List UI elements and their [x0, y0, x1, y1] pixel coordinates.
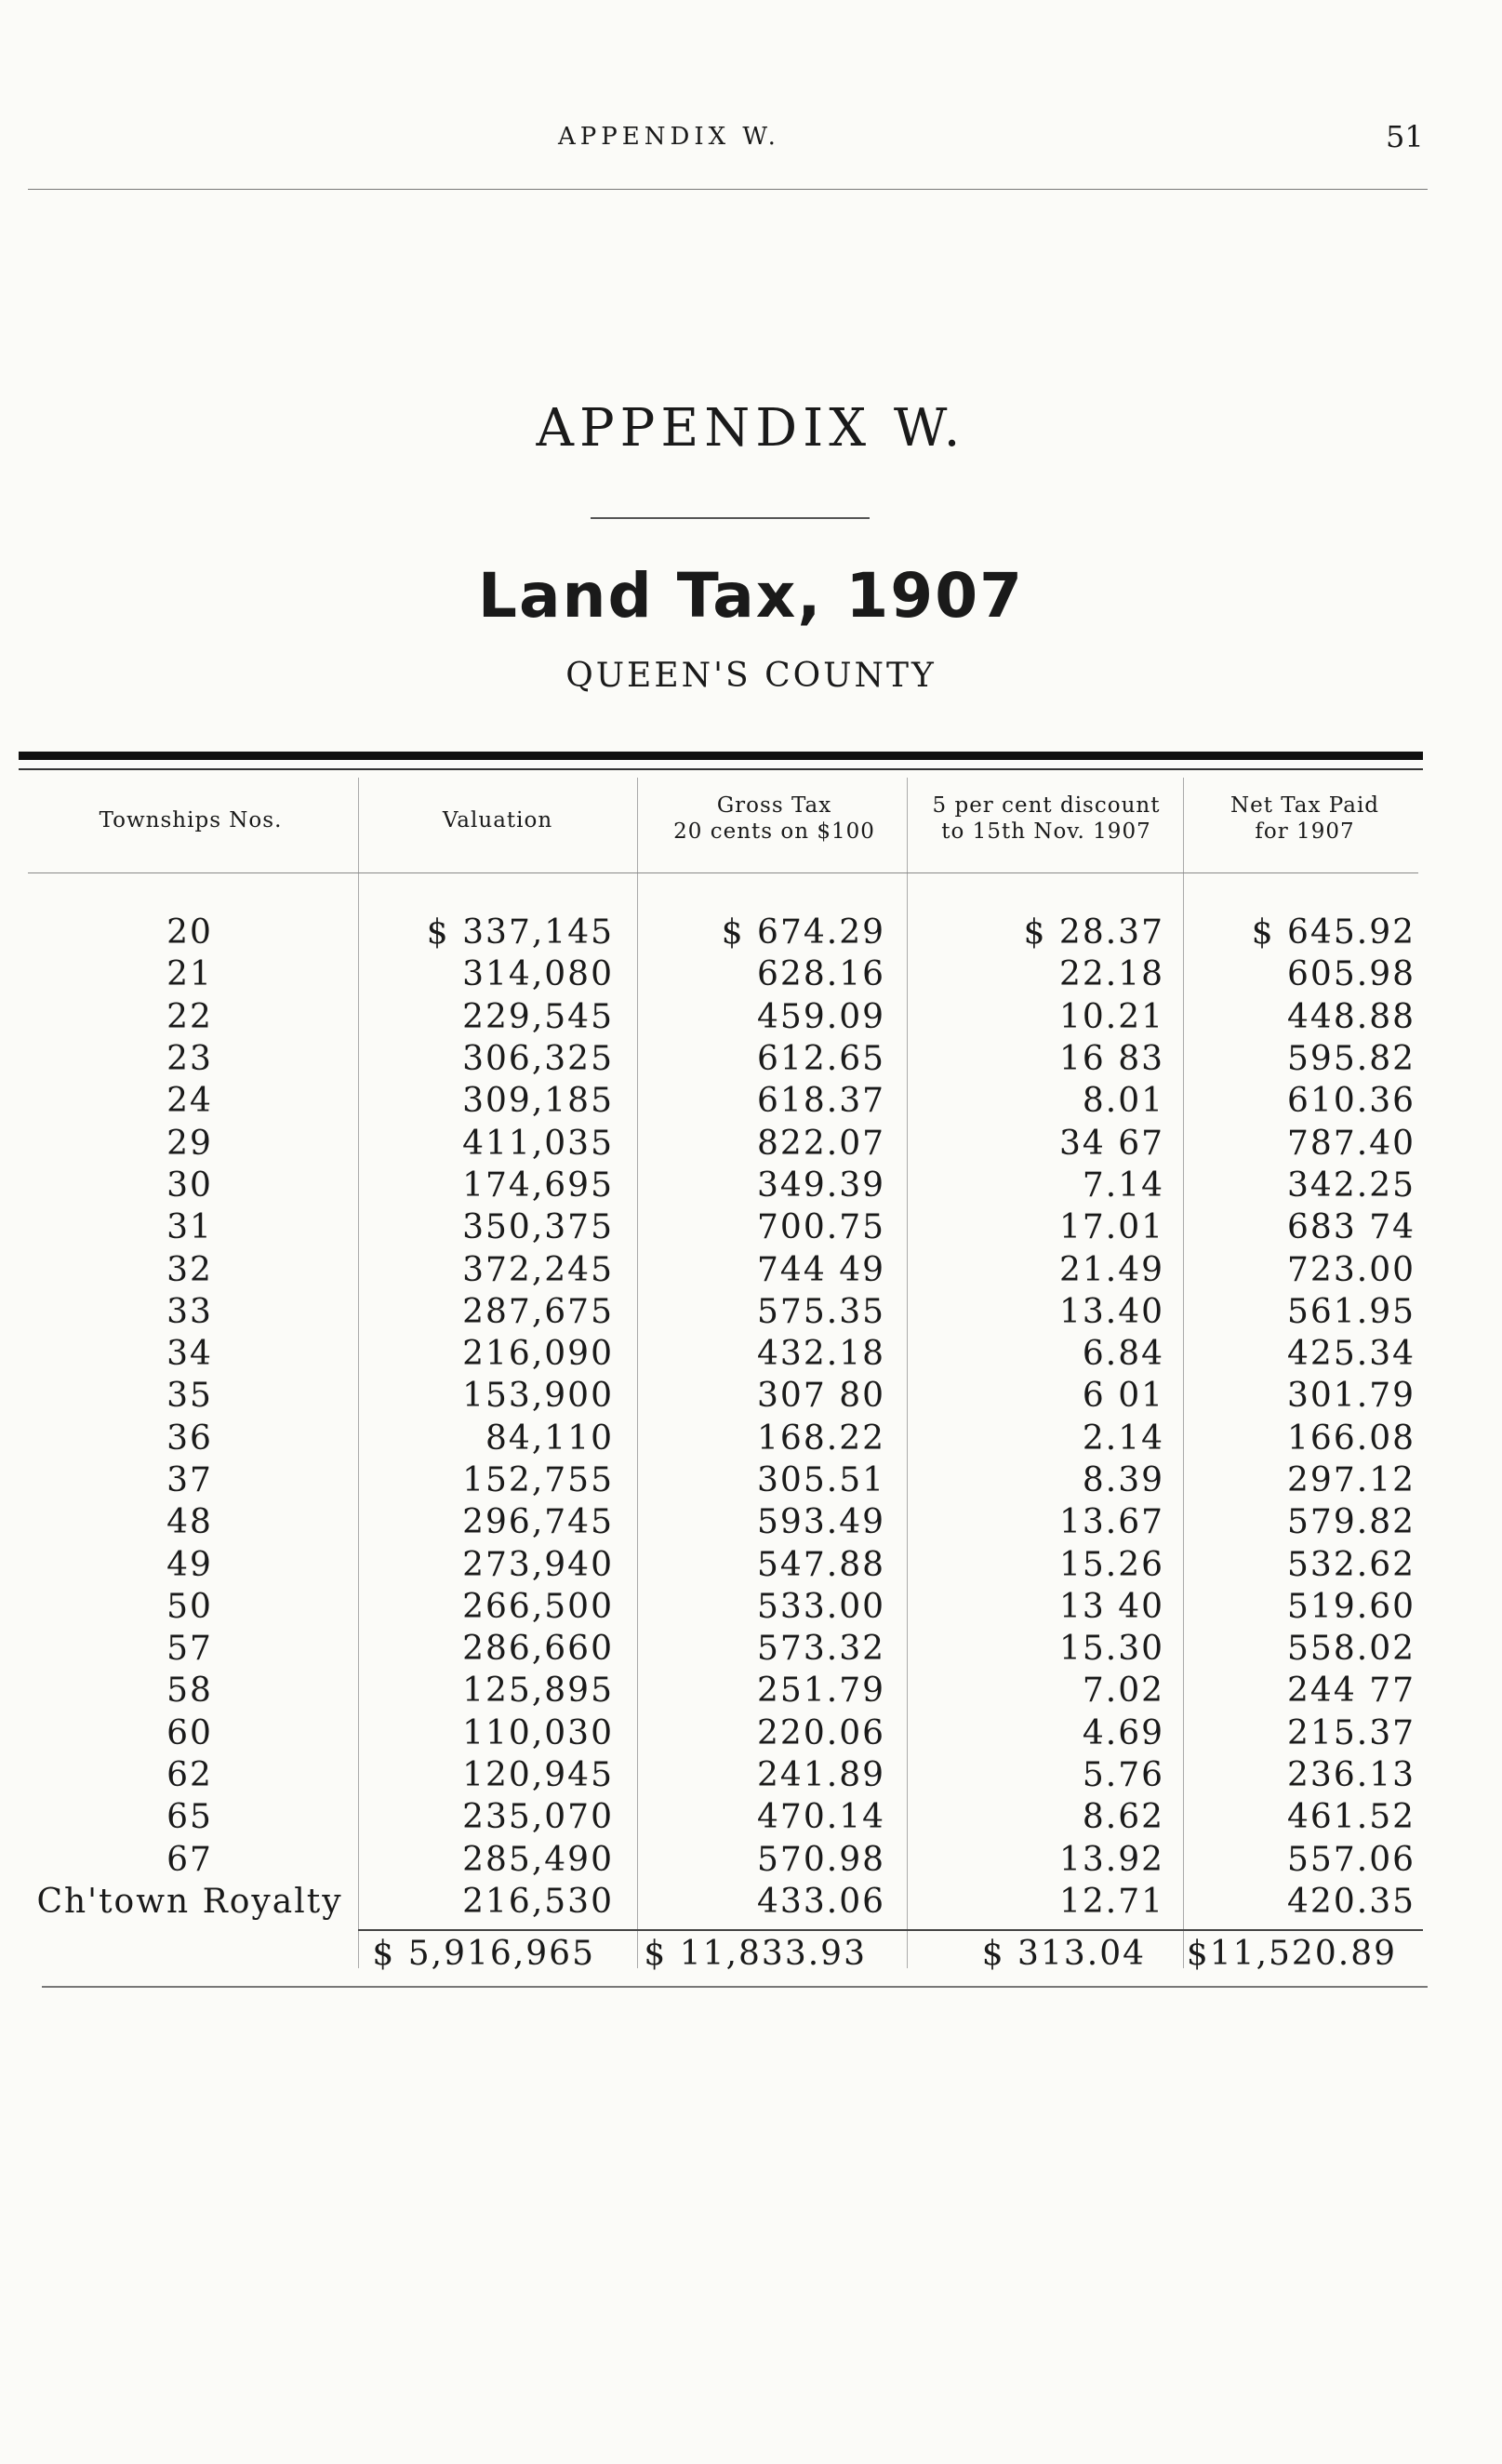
table-row — [19, 1248, 1416, 1290]
appendix-title: APPENDIX W. — [536, 398, 966, 459]
valuation-cell: 411,035 — [462, 1124, 614, 1163]
gross-tax-cell: 612.65 — [757, 1040, 885, 1079]
header-rule — [28, 189, 1428, 190]
table-row — [19, 1796, 1416, 1838]
table-row — [19, 1543, 1416, 1585]
table-row — [19, 1418, 1416, 1459]
gross-tax-cell: 307 80 — [757, 1377, 885, 1416]
gross-tax-cell: 241.89 — [757, 1756, 885, 1795]
valuation-cell: 216,530 — [462, 1882, 614, 1921]
table-row — [19, 953, 1416, 995]
column-header-net-tax: Net Tax Paid for 1907 — [1230, 793, 1380, 844]
discount-cell: 10.21 — [1058, 997, 1164, 1036]
gross-tax-cell: 822.07 — [757, 1124, 885, 1163]
gross-tax-cell: 305.51 — [757, 1461, 885, 1499]
net-tax-cell: 166.08 — [1287, 1418, 1416, 1458]
discount-cell: 7.02 — [1082, 1672, 1164, 1711]
footer-rule — [42, 1986, 1428, 1988]
discount-cell: 13.67 — [1058, 1503, 1164, 1542]
county-heading: QUEEN'S COUNTY — [565, 657, 937, 695]
table-top-thick-rule — [19, 752, 1423, 760]
table-row — [19, 1038, 1416, 1080]
valuation-cell: 296,745 — [462, 1503, 614, 1542]
total-net-tax: $11,520.89 — [1186, 1935, 1397, 1973]
table-row — [19, 1839, 1416, 1881]
table-row — [19, 1712, 1416, 1754]
township-cell: 20 — [166, 913, 213, 952]
net-tax-cell: 723.00 — [1287, 1250, 1416, 1289]
discount-cell: 15.26 — [1058, 1545, 1164, 1584]
discount-cell: 13 40 — [1058, 1587, 1164, 1626]
discount-cell: 2.14 — [1082, 1418, 1164, 1458]
township-cell: 29 — [166, 1124, 213, 1163]
valuation-cell: 125,895 — [462, 1672, 614, 1711]
valuation-cell: 309,185 — [462, 1082, 614, 1121]
net-tax-cell: 557.06 — [1287, 1840, 1416, 1879]
township-cell: 23 — [166, 1040, 213, 1079]
discount-cell: 7.14 — [1082, 1165, 1164, 1205]
net-tax-cell: 244 77 — [1287, 1672, 1416, 1711]
township-cell: 21 — [166, 955, 213, 994]
discount-cell: 6 01 — [1082, 1377, 1164, 1416]
net-tax-cell: 420.35 — [1287, 1882, 1416, 1921]
net-tax-cell: 787.40 — [1287, 1124, 1416, 1163]
net-tax-cell: $ 645.92 — [1251, 913, 1416, 952]
table-row — [19, 1670, 1416, 1711]
net-tax-cell: 579.82 — [1287, 1503, 1416, 1542]
table-row — [19, 1501, 1416, 1543]
totals-rule — [358, 1929, 1423, 1931]
township-cell: 67 — [166, 1840, 213, 1879]
township-cell: 30 — [166, 1165, 213, 1205]
township-cell: 58 — [166, 1672, 213, 1711]
valuation-cell: 174,695 — [462, 1165, 614, 1205]
table-row — [19, 1459, 1416, 1501]
discount-cell: 8.01 — [1082, 1082, 1164, 1121]
discount-cell: 5.76 — [1082, 1756, 1164, 1795]
valuation-cell: 350,375 — [462, 1208, 614, 1247]
township-cell: 33 — [166, 1292, 213, 1331]
gross-tax-cell: 459.09 — [757, 997, 885, 1036]
discount-cell: 6.84 — [1082, 1335, 1164, 1374]
gross-tax-cell: 433.06 — [757, 1882, 885, 1921]
discount-cell: 21.49 — [1058, 1250, 1164, 1289]
column-header-valuation: Valuation — [442, 808, 553, 832]
gross-tax-cell: 220.06 — [757, 1713, 885, 1752]
gross-tax-cell: 628.16 — [757, 955, 885, 994]
table-row — [19, 1375, 1416, 1417]
township-cell: 60 — [166, 1713, 213, 1752]
net-tax-cell: 683 74 — [1287, 1208, 1416, 1247]
township-cell: 34 — [166, 1335, 213, 1374]
table-row — [19, 1333, 1416, 1375]
total-gross-tax: $ 11,833.93 — [644, 1935, 867, 1973]
township-cell: 49 — [166, 1545, 213, 1584]
gross-tax-cell: 432.18 — [757, 1335, 885, 1374]
table-row — [19, 912, 1416, 953]
net-tax-cell: 215.37 — [1287, 1713, 1416, 1752]
gross-tax-cell: 251.79 — [757, 1672, 885, 1711]
township-cell: 62 — [166, 1756, 213, 1795]
gross-tax-cell: 570.98 — [757, 1840, 885, 1879]
column-header-township: Townships Nos. — [99, 808, 283, 832]
discount-cell: 12.71 — [1058, 1882, 1164, 1921]
net-tax-cell: 448.88 — [1287, 997, 1416, 1036]
valuation-cell: 153,900 — [462, 1377, 614, 1416]
valuation-cell: 287,675 — [462, 1292, 614, 1331]
net-tax-cell: 610.36 — [1287, 1082, 1416, 1121]
township-cell: 36 — [166, 1418, 213, 1458]
valuation-cell: 285,490 — [462, 1840, 614, 1879]
township-cell: 50 — [166, 1587, 213, 1626]
discount-cell: 22.18 — [1058, 955, 1164, 994]
title-divider — [591, 517, 870, 519]
net-tax-cell: 595.82 — [1287, 1040, 1416, 1079]
table-top-thin-rule — [19, 768, 1423, 770]
running-head: APPENDIX W. — [558, 123, 780, 151]
net-tax-cell: 519.60 — [1287, 1587, 1416, 1626]
gross-tax-cell: 533.00 — [757, 1587, 885, 1626]
township-cell: 35 — [166, 1377, 213, 1416]
valuation-cell: 266,500 — [462, 1587, 614, 1626]
table-row — [19, 1080, 1416, 1122]
net-tax-cell: 301.79 — [1287, 1377, 1416, 1416]
township-cell: 65 — [166, 1798, 213, 1837]
township-cell: 32 — [166, 1250, 213, 1289]
table-row — [19, 1881, 1416, 1923]
table-row — [19, 1754, 1416, 1796]
net-tax-cell: 297.12 — [1287, 1461, 1416, 1499]
township-cell: 57 — [166, 1630, 213, 1669]
header-bottom-rule — [28, 872, 1418, 873]
discount-cell: $ 28.37 — [1023, 913, 1164, 952]
table-row — [19, 1586, 1416, 1628]
valuation-cell: 229,545 — [462, 997, 614, 1036]
valuation-cell: 152,755 — [462, 1461, 614, 1499]
valuation-cell: $ 337,145 — [426, 913, 614, 952]
land-tax-table — [19, 912, 1416, 1923]
gross-tax-cell: 349.39 — [757, 1165, 885, 1205]
valuation-cell: 110,030 — [462, 1713, 614, 1752]
discount-cell: 17.01 — [1058, 1208, 1164, 1247]
discount-cell: 4.69 — [1082, 1713, 1164, 1752]
gross-tax-cell: 168.22 — [757, 1418, 885, 1458]
township-cell: Ch'town Royalty — [36, 1882, 343, 1921]
discount-cell: 13.92 — [1058, 1840, 1164, 1879]
gross-tax-cell: 575.35 — [757, 1292, 885, 1331]
gross-tax-cell: 547.88 — [757, 1545, 885, 1584]
net-tax-cell: 425.34 — [1287, 1335, 1416, 1374]
table-row — [19, 1291, 1416, 1333]
table-row — [19, 996, 1416, 1038]
gross-tax-cell: 593.49 — [757, 1503, 885, 1542]
township-cell: 22 — [166, 997, 213, 1036]
column-header-discount: 5 per cent discount to 15th Nov. 1907 — [932, 793, 1161, 844]
net-tax-cell: 605.98 — [1287, 955, 1416, 994]
valuation-cell: 216,090 — [462, 1335, 614, 1374]
gross-tax-cell: $ 674.29 — [721, 913, 885, 952]
gross-tax-cell: 470.14 — [757, 1798, 885, 1837]
valuation-cell: 286,660 — [462, 1630, 614, 1669]
discount-cell: 8.62 — [1082, 1798, 1164, 1837]
discount-cell: 8.39 — [1082, 1461, 1164, 1499]
valuation-cell: 120,945 — [462, 1756, 614, 1795]
gross-tax-cell: 573.32 — [757, 1630, 885, 1669]
valuation-cell: 235,070 — [462, 1798, 614, 1837]
township-cell: 24 — [166, 1082, 213, 1121]
column-header-gross-tax: Gross Tax 20 cents on $100 — [673, 793, 875, 844]
gross-tax-cell: 618.37 — [757, 1082, 885, 1121]
township-cell: 31 — [166, 1208, 213, 1247]
net-tax-cell: 342.25 — [1287, 1165, 1416, 1205]
gross-tax-cell: 744 49 — [757, 1250, 885, 1289]
township-cell: 37 — [166, 1461, 213, 1499]
net-tax-cell: 558.02 — [1287, 1630, 1416, 1669]
discount-cell: 13.40 — [1058, 1292, 1164, 1331]
land-tax-subtitle: Land Tax, 1907 — [477, 560, 1025, 632]
gross-tax-cell: 700.75 — [757, 1208, 885, 1247]
net-tax-cell: 461.52 — [1287, 1798, 1416, 1837]
table-row — [19, 1206, 1416, 1248]
page-number: 51 — [1386, 119, 1424, 154]
net-tax-cell: 561.95 — [1287, 1292, 1416, 1331]
valuation-cell: 372,245 — [462, 1250, 614, 1289]
total-discount: $ 313.04 — [981, 1935, 1146, 1973]
valuation-cell: 306,325 — [462, 1040, 614, 1079]
table-row — [19, 1165, 1416, 1206]
net-tax-cell: 236.13 — [1287, 1756, 1416, 1795]
net-tax-cell: 532.62 — [1287, 1545, 1416, 1584]
township-cell: 48 — [166, 1503, 213, 1542]
discount-cell: 15.30 — [1058, 1630, 1164, 1669]
total-valuation: $ 5,916,965 — [372, 1935, 595, 1973]
valuation-cell: 273,940 — [462, 1545, 614, 1584]
valuation-cell: 84,110 — [485, 1418, 614, 1458]
table-row — [19, 1122, 1416, 1164]
discount-cell: 34 67 — [1058, 1124, 1164, 1163]
valuation-cell: 314,080 — [462, 955, 614, 994]
table-row — [19, 1628, 1416, 1670]
discount-cell: 16 83 — [1058, 1040, 1164, 1079]
